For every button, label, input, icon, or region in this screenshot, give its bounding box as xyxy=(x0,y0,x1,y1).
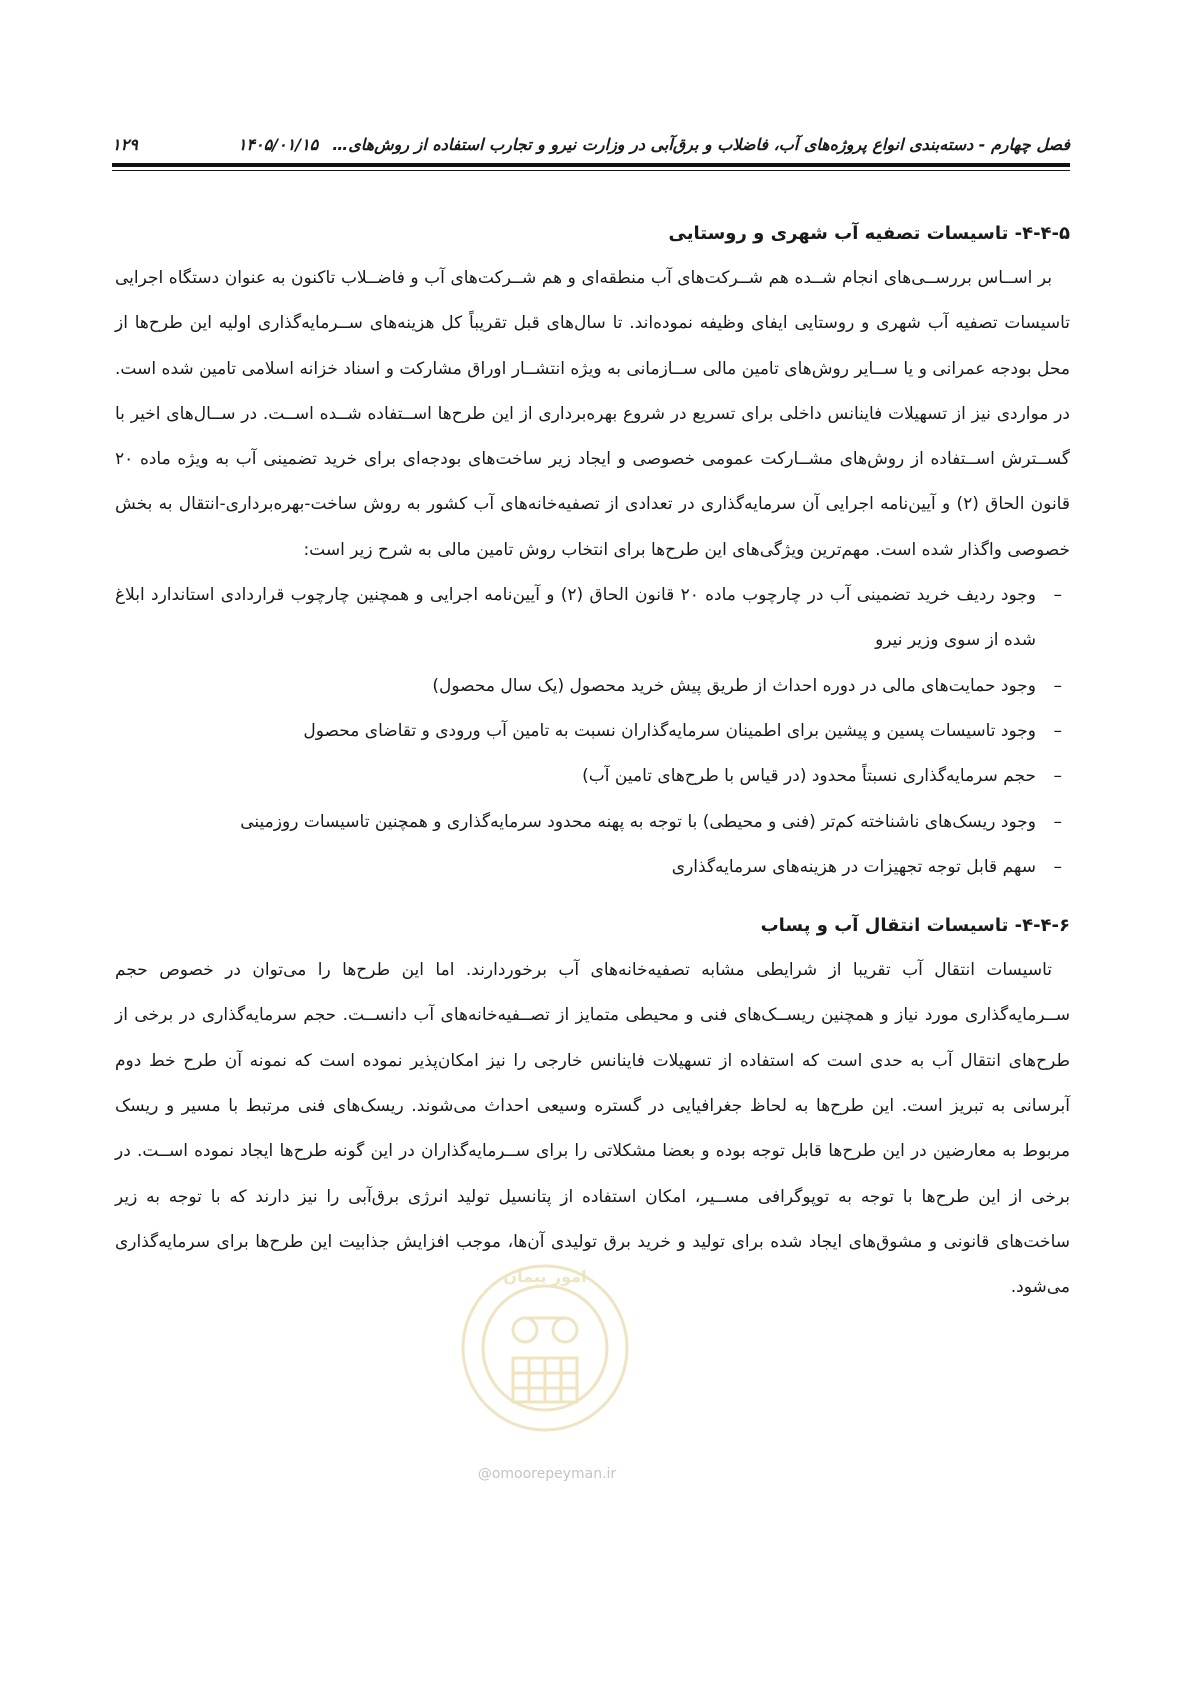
bullet-dash: – xyxy=(1053,720,1062,741)
list-item xyxy=(115,754,1070,799)
header-date: ۱۴۰۵/۰۱/۱۵ xyxy=(237,135,319,154)
watermark-seal-icon xyxy=(455,1248,635,1438)
page-body xyxy=(115,212,1070,1311)
header-title xyxy=(238,135,1070,154)
watermark-site: @omoorepeyman.ir xyxy=(477,1466,617,1482)
list-item xyxy=(115,664,1070,709)
section-paragraph-water-treatment: بر اســاس بررســی‌های انجام شــده هم شــرکت‌های آب منطقه‌ای و هم شــرکت‌های آب و فاضــلاب تاکنون به عنوان دستگاه اجرایی تاسیسات تصفیه آب شهری و روستایی ایفای وظیفه نموده‌اند. تا سال‌های قبل تقریباً کل هزینه‌های ســرمایه‌گذاری اولیه این طرح‌ها از محل بودجه عمرانی و یا ســایر روش‌های تامین مالی ســازمانی به ویژه انتشــار اوراق مشارکت و اسناد خزانه اسلامی تامین شده است. در مواردی نیز از تسهیلات فاینانس داخلی برای تسریع در شروع بهره‌برداری از این طرح‌ها اســتفاده شــده اســت. در ســال‌های اخیر با گســترش اســتفاده از روش‌های مشــارکت عمومی خصوصی و ایجاد زیر ساخت‌های بودجه‌ای برای خرید تضمینی آب به ویژه ماده ۲۰ قانون الحاق (۲) و آیین‌نامه اجرایی آن سرمایه‌گذاری در تعدادی از تصفیه‌خانه‌های آب کشور به روش ساخت-بهره‌برداری-انتقال به بخش خصوصی واگذار شده است. مهم‌ترین ویژگی‌های این طرح‌ها برای انتخاب روش تامین مالی به شرح زیر است: xyxy=(115,268,1070,560)
section-paragraph-water-transfer: تاسیسات انتقال آب تقریبا از شرایطی مشابه تصفیه‌خانه‌های آب برخوردارند. اما این طرح‌ها را می‌توان در خصوص حجم ســرمایه‌گذاری مورد نیاز و همچنین ریســک‌های فنی و محیطی متمایز از تصــفیه‌خانه‌های آب دانســت. حجم سرمایه‌گذاری در برخی از طرح‌های انتقال آب به حدی است که استفاده از تسهیلات فاینانس خارجی را نیز امکان‌پذیر نموده است که نمونه آن طرح خط دوم آبرسانی به تبریز است. این طرح‌ها به لحاظ جغرافیایی در گستره وسیعی احداث می‌شوند. ریسک‌های فنی مرتبط با مسیر و ریسک مربوط به معارضین در این طرح‌ها قابل توجه بوده و بعضا مشکلاتی را برای ســرمایه‌گذاران در این گونه طرح‌ها ایجاد نموده اســت. در برخی از این طرح‌ها با توجه به توپوگرافی مســیر، امکان استفاده از پتانسیل تولید انرژی برق‌آبی را نیز دارند که با توجه به زیر ساخت‌های قانونی و مشوق‌های ایجاد شده برای تولید و خرید برق تولیدی آن‌ها، موجب افزایش جذابیت این طرح‌ها برای سرمایه‌گذاری می‌شود. xyxy=(115,960,1070,1298)
bullet-dash: – xyxy=(1053,675,1062,696)
list-item xyxy=(115,800,1070,845)
section-gap xyxy=(115,890,1070,904)
list-item-text: وجود ردیف خرید تضمینی آب در چارچوب ماده ۲۰ قانون الحاق (۲) و آیین‌نامه اجرایی و همچنین چارچوب قراردادی استاندارد ابلاغ شده از سوی وزیر نیرو xyxy=(115,585,1036,651)
bullet-dash: – xyxy=(1053,585,1062,606)
list-item xyxy=(115,845,1070,890)
list-item-text: حجم سرمایه‌گذاری نسبتاً محدود (در قیاس با طرح‌های تامین آب) xyxy=(582,766,1036,787)
page-header xyxy=(112,128,1070,154)
page-number: ۱۲۹ xyxy=(112,135,138,154)
section-heading-water-treatment: ۴-۴-۵- تاسیسات تصفیه آب شهری و روستایی xyxy=(668,223,1070,244)
header-thin-rule xyxy=(112,170,1070,171)
list-item-text: وجود تاسیسات پسین و پیشین برای اطمینان سرمایه‌گذاران نسبت به تامین آب ورودی و تقاضای محصول xyxy=(303,720,1036,741)
header-thick-rule xyxy=(112,163,1070,167)
bullet-dash: – xyxy=(1053,856,1062,877)
watermark-seal-text: امور پیمان xyxy=(503,1267,587,1286)
bullet-dash: – xyxy=(1053,811,1062,832)
list-item xyxy=(115,709,1070,754)
header-chapter-title: فصل چهارم - دسته‌بندی انواع پروژه‌های آب، فاضلاب و برق‌آبی در وزارت نیرو و تجارب استفاده از روش‌های… xyxy=(332,135,1070,154)
section-heading-water-transfer: ۴-۴-۶- تاسیسات انتقال آب و پساب xyxy=(760,915,1070,937)
list-item xyxy=(115,573,1070,664)
list-item-text: سهم قابل توجه تجهیزات در هزینه‌های سرمایه‌گذاری xyxy=(671,856,1036,877)
list-item-text: وجود حمایت‌های مالی در دوره احداث از طریق پیش خرید محصول (یک سال محصول) xyxy=(432,675,1036,696)
list-item-text: وجود ریسک‌های ناشناخته کم‌تر (فنی و محیطی) با توجه به پهنه محدود سرمایه‌گذاری و همچنین تاسیسات روزمینی xyxy=(240,811,1036,832)
bullet-dash: – xyxy=(1053,766,1062,787)
features-list xyxy=(115,573,1070,890)
